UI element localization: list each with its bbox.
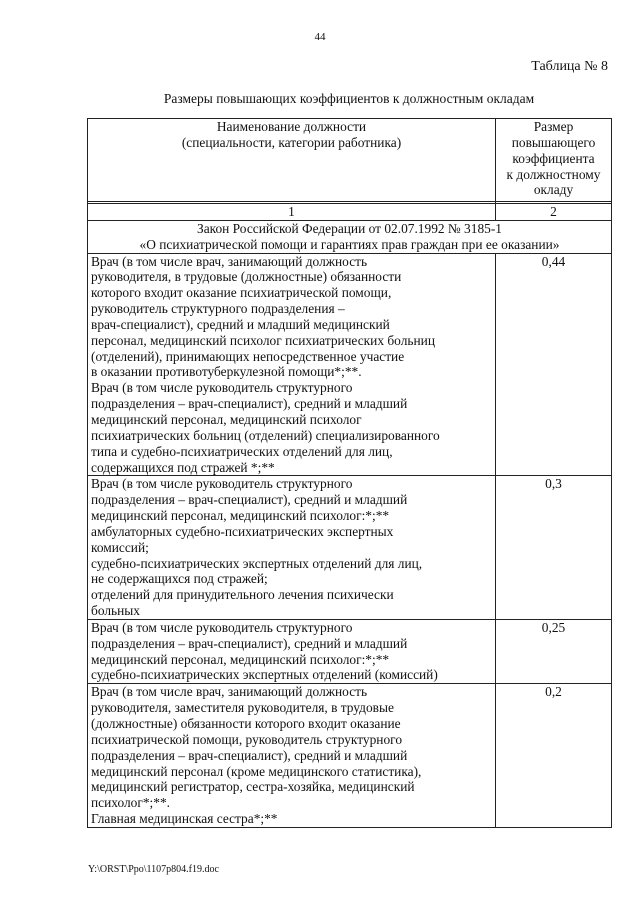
header-line: к должностному xyxy=(506,166,601,182)
position-line: подразделения – врач-специалист), средний и младший xyxy=(91,492,408,508)
position-line: отделений для принудительного лечения психически xyxy=(91,587,394,603)
position-line: комиссий; xyxy=(91,539,149,555)
header-coefficient xyxy=(496,119,612,202)
position-line: врач-специалист), средний и младший медицинский xyxy=(91,316,390,332)
position-line: руководителя, в трудовые (должностные) обязанности xyxy=(91,269,402,285)
position-line: больных xyxy=(91,603,140,619)
position-line: Врач (в том числе руководитель структурного xyxy=(91,380,353,396)
law-line: Закон Российской Федерации от 02.07.1992 № 3185-1 xyxy=(197,220,502,236)
table-row xyxy=(88,684,612,828)
position-line: руководителя, заместителя руководителя, в трудовые xyxy=(91,700,394,716)
position-line: Врач (в том числе руководитель структурного xyxy=(91,476,353,492)
position-line: психиатрических больниц (отделений) специализированного xyxy=(91,427,440,443)
header-line: Наименование должности xyxy=(216,119,367,134)
coefficient-table xyxy=(87,118,612,828)
position-line: персонал, медицинский психолог психиатрических больниц xyxy=(91,332,435,348)
header-line: повышающего xyxy=(511,134,596,150)
position-line: психолог*;**. xyxy=(91,795,171,811)
position-line: судебно-психиатрических экспертных отделений (комиссий) xyxy=(91,667,438,683)
table-row xyxy=(88,619,612,683)
position-line: типа и судебно-психиатрических отделений для лиц, xyxy=(91,443,393,459)
header-line: коэффициента xyxy=(512,150,595,166)
header-line: (специальности, категории работника) xyxy=(181,134,402,150)
position-line: Врач (в том числе руководитель структурного xyxy=(91,619,353,635)
position-cell xyxy=(88,253,496,476)
position-line: медицинский персонал (кроме медицинского статистика), xyxy=(91,763,422,779)
page-number: 44 xyxy=(314,31,326,43)
position-line: Врач (в том числе врач, занимающий должность xyxy=(91,253,368,269)
column-number-2: 2 xyxy=(496,204,612,221)
law-heading xyxy=(88,220,612,253)
position-line: не содержащихся под стражей; xyxy=(91,571,268,587)
position-line: медицинский персонал, медицинский психолог xyxy=(91,411,362,427)
table-row xyxy=(88,476,612,620)
coefficient-cell: 0,25 xyxy=(496,619,612,683)
coefficient-cell: 0,44 xyxy=(496,253,612,476)
position-line: медицинский регистратор, сестра-хозяйка, медицинский xyxy=(91,779,415,795)
header-position-name xyxy=(88,119,496,202)
position-line: подразделения – врач-специалист), средний и младший xyxy=(91,396,408,412)
position-line: руководитель структурного подразделения – xyxy=(91,301,345,317)
position-line: Главная медицинская сестра*;** xyxy=(91,811,278,827)
position-cell xyxy=(88,619,496,683)
position-line: медицинский персонал, медицинский психолог:*;** xyxy=(91,651,390,667)
position-cell xyxy=(88,684,496,828)
position-line: медицинский персонал, медицинский психолог:*;** xyxy=(91,508,390,524)
table-header-row xyxy=(88,119,612,202)
position-cell xyxy=(88,476,496,620)
position-line: подразделения – врач-специалист), средний и младший xyxy=(91,635,408,651)
header-line: окладу xyxy=(533,182,574,198)
header-line: Размер xyxy=(533,119,574,134)
position-line: подразделения – врач-специалист), средний и младший xyxy=(91,747,408,763)
law-heading-row xyxy=(88,220,612,253)
column-number-row xyxy=(88,204,612,221)
column-number-1: 1 xyxy=(88,204,496,221)
position-line: амбулаторных судебно-психиатрических экспертных xyxy=(91,523,394,539)
position-line: судебно-психиатрических экспертных отделений для лиц, xyxy=(91,555,423,571)
law-line: «О психиатрической помощи и гарантиях прав граждан при ее оказании» xyxy=(139,236,560,252)
position-line: (отделений), принимающих непосредственное участие xyxy=(91,348,405,364)
position-line: психиатрической помощи, руководитель структурного xyxy=(91,731,403,747)
table-label: Таблица № 8 xyxy=(531,59,608,74)
position-line: в оказании противотуберкулезной помощи*;**. xyxy=(91,364,362,380)
position-line: которого входит оказание психиатрической помощи, xyxy=(91,285,392,301)
position-line: Врач (в том числе врач, занимающий должность xyxy=(91,684,368,700)
coefficient-cell: 0,3 xyxy=(496,476,612,620)
position-line: (должностные) обязанности которого входит оказание xyxy=(91,716,401,731)
position-line: содержащихся под стражей *;** xyxy=(91,459,275,475)
coefficient-cell: 0,2 xyxy=(496,684,612,828)
file-path-footer: Y:\ORST\Ppo\1107p804.f19.doc xyxy=(88,864,219,875)
table-title: Размеры повышающих коэффициентов к должностным окладам xyxy=(163,91,535,106)
table-row xyxy=(88,253,612,476)
